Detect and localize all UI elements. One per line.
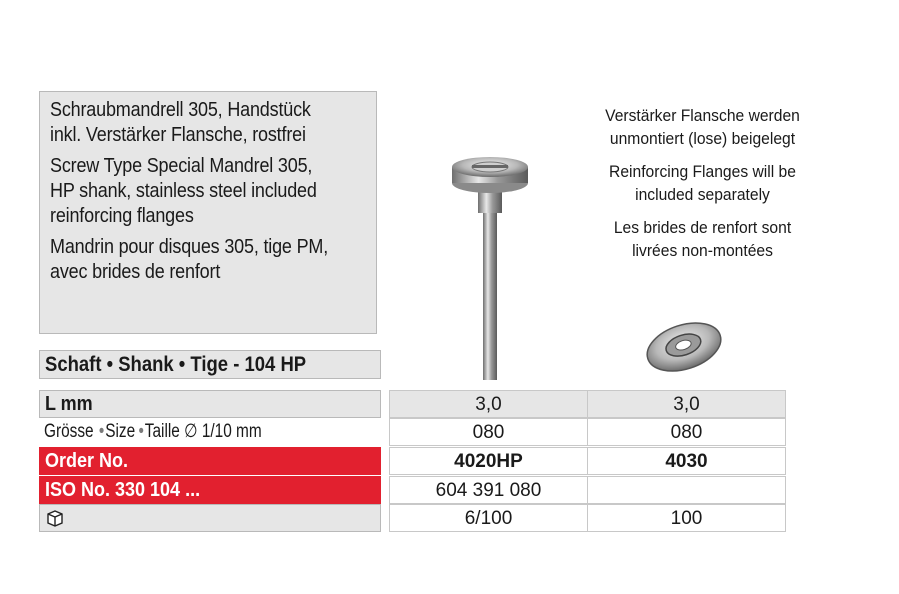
- shank-header: [39, 350, 381, 379]
- length-value-1: 3,0: [389, 390, 588, 418]
- description-german: [50, 98, 365, 148]
- description-box: [39, 91, 377, 334]
- separator-dot-icon: •: [99, 421, 105, 442]
- description-english-line-3: reinforcing flanges: [50, 205, 194, 227]
- order-label-text: Order No.: [45, 450, 129, 472]
- description-german-line-2: inkl. Verstärker Flansche, rostfrei: [50, 124, 306, 146]
- note-french-line-1: Les brides de renfort sont: [613, 218, 792, 237]
- separator-dot-icon: •: [138, 421, 144, 442]
- length-value-2: 3,0: [588, 390, 786, 418]
- size-value-1: 080: [389, 418, 588, 446]
- description-french-line-1: Mandrin pour disques 305, tige PM,: [50, 236, 329, 258]
- iso-value-1: 604 391 080: [389, 476, 588, 504]
- order-number-1: 4020HP: [389, 447, 588, 475]
- note-german-line-2: unmontiert (lose) beigelegt: [609, 129, 796, 148]
- size-label-text: [44, 418, 274, 445]
- shank-label: Schaft • Shank • Tige - 104 HP: [45, 353, 307, 376]
- description-english-line-2: HP shank, stainless steel included: [50, 180, 317, 202]
- size-label-english: Size: [105, 421, 136, 442]
- size-value-2: 080: [588, 418, 786, 446]
- description-english: [50, 154, 365, 229]
- mandrel-icon: [452, 157, 528, 380]
- pack-value-2: 100: [588, 504, 786, 532]
- iso-label-text: ISO No. 330 104 ...: [45, 479, 201, 501]
- iso-label: [39, 476, 381, 504]
- iso-value-2: [588, 476, 786, 504]
- package-icon: [45, 508, 65, 528]
- note-french-line-2: livrées non-montées: [632, 241, 773, 260]
- order-number-2: 4030: [588, 447, 786, 475]
- length-label: [39, 390, 381, 418]
- description-french-line-2: avec brides de renfort: [50, 261, 221, 283]
- size-label-french: Taille ∅ 1/10 mm: [144, 421, 262, 442]
- note-german-line-1: Verstärker Flansche werden: [605, 106, 800, 125]
- description-german-line-1: Schraubmandrell 305, Handstück: [50, 99, 311, 121]
- pack-label: [39, 504, 381, 532]
- mandrel-product-image: [420, 125, 790, 385]
- description-french: [50, 235, 365, 285]
- order-label: [39, 447, 381, 475]
- size-label-german: Grösse: [44, 421, 94, 442]
- pack-value-1: 6/100: [389, 504, 588, 532]
- length-label-text: L mm: [45, 393, 93, 415]
- reinforcing-flange-icon: [641, 314, 727, 379]
- note-english-line-1: Reinforcing Flanges will be: [609, 162, 796, 181]
- size-label: [39, 418, 381, 446]
- description-english-line-1: Screw Type Special Mandrel 305,: [50, 155, 313, 177]
- note-english-line-2: included separately: [635, 185, 770, 204]
